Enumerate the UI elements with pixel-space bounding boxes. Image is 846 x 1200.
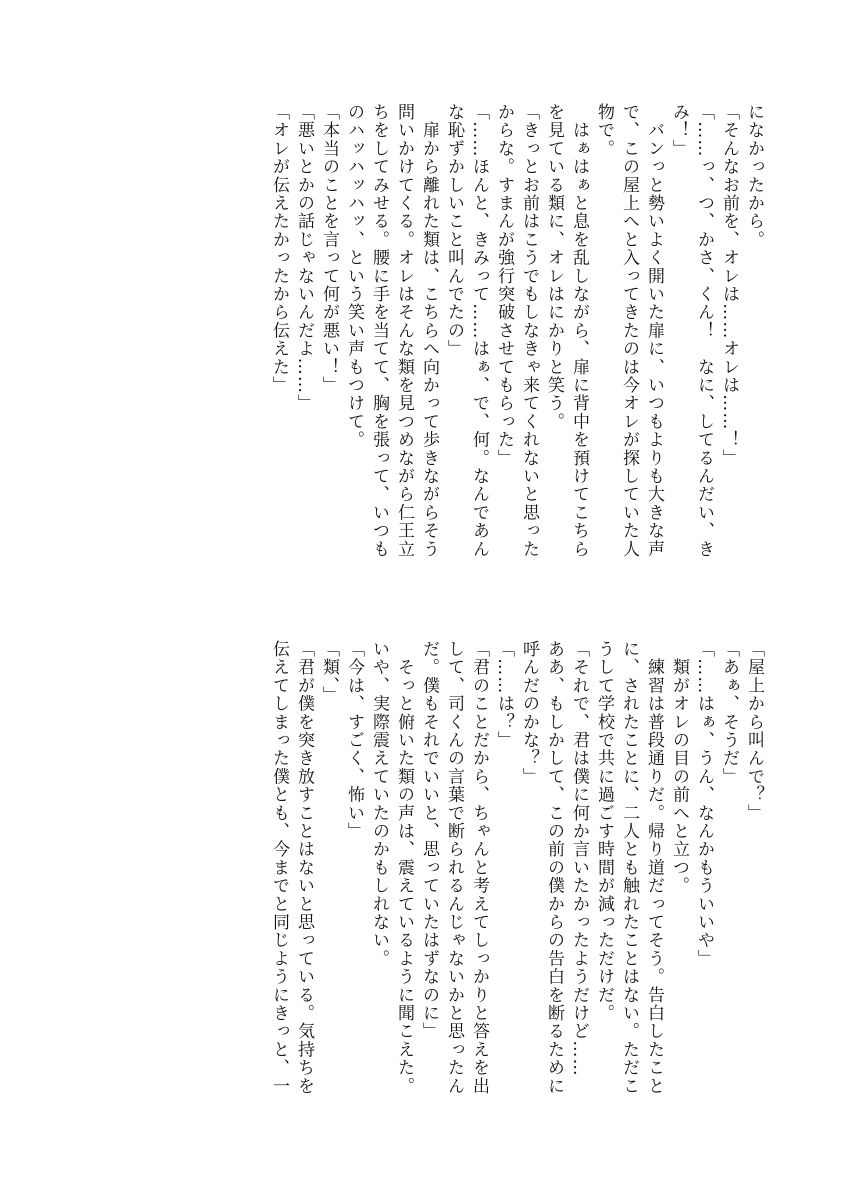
text-line: はぁはぁと息を乱しながら、扉に背中を預けてこちら <box>569 103 589 558</box>
text-line: で、この屋上へと入ってきたのは今オレが探していた人 <box>619 103 639 558</box>
text-line: 伝えてしまった僕とも、今までと同じようにきっと、一 <box>269 640 289 1095</box>
text-line: に、されたことに、二人とも触れたことはない。ただこ <box>619 640 639 1095</box>
text-line: 「……っ、つ、かさ、くん！ なに、してるんだい、き <box>694 103 714 558</box>
text-line: 「今は、すごく、怖い」 <box>344 640 364 841</box>
text-line: 「類、」 <box>319 640 339 705</box>
text-line: 「そんなお前を、オレは……オレは……！」 <box>719 103 739 467</box>
text-line: 「君が僕を突き放すことはないと思っている。気持ちを <box>294 640 314 1095</box>
text-line: になかったから。 <box>744 103 764 249</box>
text-line: 扉から離れた類は、こちらへ向かって歩きながらそう <box>419 103 439 558</box>
text-line: 「屋上から叫んで？」 <box>744 640 764 822</box>
text-line: 「……はぁ、うん、なんかもういいや」 <box>694 640 714 968</box>
text-line: バンっと勢いよく開いた扉に、いつもよりも大きな声 <box>644 103 664 558</box>
text-line: 「本当のことを言って何が悪い！」 <box>319 103 339 395</box>
text-line: だ。僕もそれでいいと、思っていたはずなのに」 <box>419 640 439 1041</box>
text-line: ああ、もしかして、この前の僕からの告白を断るために <box>544 640 564 1095</box>
text-line: み！」 <box>669 103 689 158</box>
text-line: 物で。 <box>594 103 614 158</box>
text-line: 「……ほんと、きみって……はぁ、で、何。なんであん <box>469 103 489 558</box>
text-line: 問いかけてくる。オレはそんな類を見つめながら仁王立 <box>394 103 414 558</box>
text-line: 「あぁ、そうだ」 <box>719 640 739 786</box>
text-line: うして学校で共に過ごす時間が減っただけだ。 <box>594 640 614 1023</box>
text-line: いや、実際震えていたのかもしれない。 <box>369 640 389 968</box>
text-line: 呼んだのかな？」 <box>519 640 539 786</box>
text-line: 「それで、君は僕に何か言いたかったようだけど…… <box>569 640 589 1077</box>
text-line: 「……は？」 <box>494 640 514 750</box>
text-line: して、司くんの言葉で断られるんじゃないかと思ったん <box>444 640 464 1095</box>
text-line: 「きっとお前はこうでもしなきゃ来てくれないと思った <box>519 103 539 558</box>
text-line: 「オレが伝えたかったから伝えた」 <box>269 103 289 395</box>
text-line: そっと俯いた類の声は、震えているように聞こえた。 <box>394 640 414 1095</box>
bottom-text-block <box>66 640 766 1112</box>
text-line: 「君のことだから、ちゃんと考えてしっかりと答えを出 <box>469 640 489 1095</box>
text-line: ちをしてみせる。腰に手を当てて、胸を張って、いつも <box>369 103 389 558</box>
top-text-block <box>66 103 766 575</box>
text-line: のハッハッハッ、という笑い声もつけて。 <box>344 103 364 449</box>
text-line: 練習は普段通りだ。帰り道だってそう。告白したこと <box>644 640 664 1095</box>
text-line: な恥ずかしいこと叫んでたの」 <box>444 103 464 358</box>
text-line: からな。すまんが強行突破させてもらった」 <box>494 103 514 467</box>
text-line: 類がオレの目の前へと立つ。 <box>669 640 689 895</box>
text-line: 「悪いとかの話じゃないんだよ……」 <box>294 103 314 413</box>
text-line: を見ている類に、オレはにかりと笑う。 <box>544 103 564 431</box>
